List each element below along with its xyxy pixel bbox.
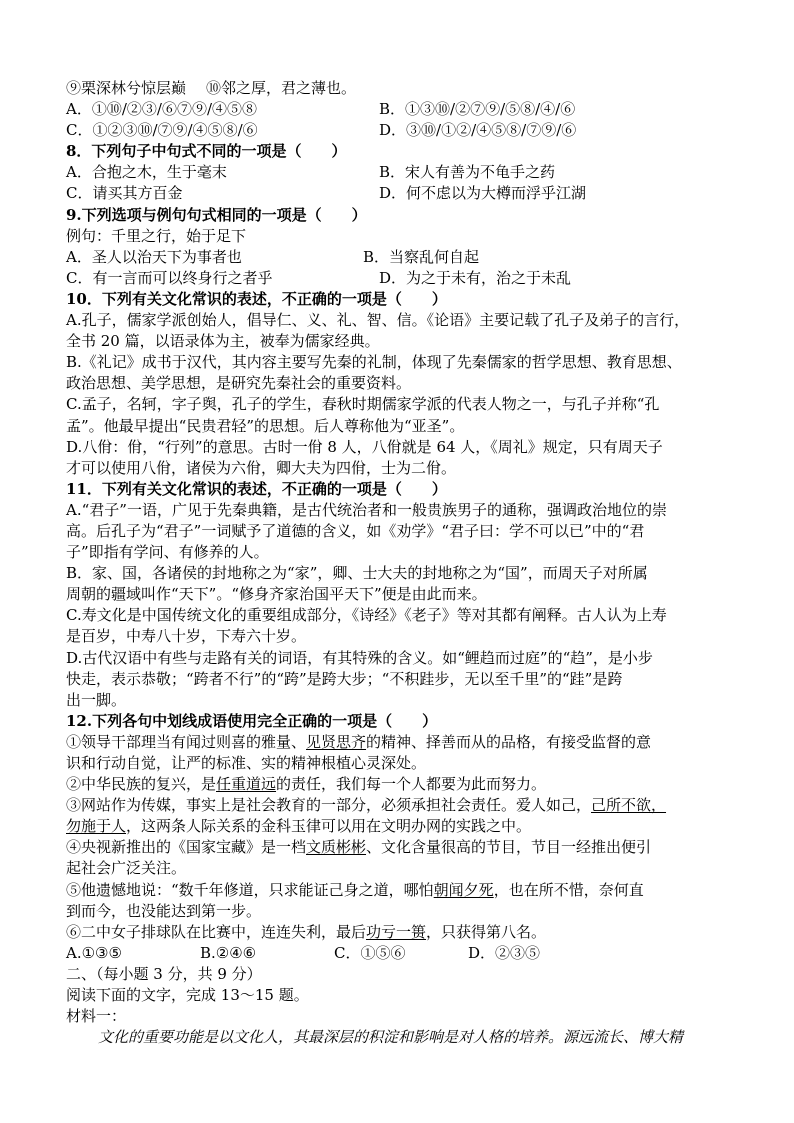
- q8-option-c[interactable]: C．请买其方百金: [66, 184, 183, 203]
- q12-text: ，也在所不惜，奈何直: [493, 880, 644, 899]
- q12-sentence-3-cont: [66, 816, 734, 837]
- q11-line: 快走，表示恭敬；“跨者不行”的“跨”是跨大步；“不积跬步，无以至千里”的“跬”是跨: [66, 669, 623, 688]
- q12-text: ⑤他遗憾地说：“数千年修道，只求能证己身之道，哪怕: [66, 880, 434, 899]
- q12-sentence-1: [66, 732, 734, 753]
- q11-line: 周朝的疆域叫作“天下”。“修身齐家治国平天下”便是由此而来。: [66, 585, 487, 604]
- q12-idiom: 文质彬彬: [306, 838, 367, 857]
- q10-line: 孟”。他最早提出“民贵君轻”的思想。后人尊称他为“亚圣”。: [66, 416, 465, 435]
- q12-idiom: 勿施于人: [66, 817, 127, 836]
- q12-text: ①领导干部理当有闻过则喜的雅量、: [66, 732, 307, 751]
- q12-text: ⑥二中女子排球队在比赛中，连连失利，最后: [66, 922, 367, 941]
- q12-text: 的精神、择善而从的品格，有接受监督的意: [366, 732, 652, 751]
- q11-line: 高。后孔子为“君子”一词赋予了道德的含义，如《劝学》“君子曰：学不可以已”中的“君: [66, 521, 645, 540]
- q12-idiom: 任重道远: [216, 775, 277, 794]
- q7-item-10: ⑩邻之厚，君之薄也。: [206, 79, 357, 97]
- q11-line: 出一脚。: [66, 690, 127, 709]
- q12-option-b[interactable]: B.②④⑥: [200, 943, 257, 962]
- q12-option-c[interactable]: C．①⑤⑥: [334, 943, 406, 962]
- q12-idiom: 功亏一篑: [366, 922, 427, 941]
- q8-option-d[interactable]: D．何不虑以为大樽而浮乎江湖: [379, 184, 587, 203]
- q10-line: 政治思想、美学思想，是研究先秦社会的重要资料。: [66, 374, 412, 393]
- q11-line: D.古代汉语中有些与走路有关的词语，有其特殊的含义。如“鲤趋而过庭”的“趋”，是小步: [66, 648, 653, 667]
- q12-option-d[interactable]: D．②③⑤: [468, 943, 541, 962]
- q7-continuation: [66, 78, 734, 99]
- q8-option-b[interactable]: B．宋人有善为不龟手之药: [379, 163, 556, 182]
- q10-stem: 10．下列有关文化常识的表述，不正确的一项是（ ）: [66, 289, 447, 308]
- q9-options-row2: [66, 268, 734, 289]
- q7-options-row1: [66, 99, 734, 120]
- material-paragraph: 文化的重要功能是以文化人，其最深层的积淀和影响是对人格的培养。源远流长、博大精: [98, 1028, 684, 1047]
- q12-sentence-5: [66, 880, 734, 901]
- q10-line: 全书 20 篇，以语录体为主，被奉为儒家经典。: [66, 332, 380, 351]
- q7-item-9: ⑨栗深林兮惊层巅: [66, 79, 187, 97]
- q9-stem: 9.下列选项与例句句式相同的一项是（ ）: [66, 205, 367, 224]
- q12-idiom: 朝闻夕死: [433, 880, 494, 899]
- q8-options-row1: [66, 162, 734, 183]
- exam-page: [66, 78, 734, 1048]
- q10-line: C.孟子，名轲，字子舆，孔子的学生，春秋时期儒家学派的代表人物之一，与孔子并称“孔: [66, 395, 660, 414]
- q11-line: C.寿文化是中国传统文化的重要组成部分，《诗经》《老子》等对其都有阐释。古人认为上寿: [66, 606, 667, 625]
- q11-line: A.“君子”一语，广见于先秦典籍，是古代统治者和一般贵族男子的通称，强调政治地位的崇: [66, 500, 667, 519]
- q7-options-row2: [66, 120, 734, 141]
- q12-text: ，只获得第八名。: [426, 922, 547, 941]
- q11-line: B．家、国，各诸侯的封地称之为“家”，卿、士大夫的封地称之为“国”，而周天子对所属: [66, 564, 648, 583]
- q7-option-a[interactable]: A．①⑩/②③/⑥⑦⑨/④⑤⑧: [66, 100, 257, 119]
- q7-option-d[interactable]: D．③⑩/①②/④⑤⑧/⑦⑨/⑥: [379, 121, 577, 140]
- q9-option-d[interactable]: D．为之于未有，治之于未乱: [379, 268, 572, 287]
- q12-text: ④央视新推出的《国家宝藏》是一档: [66, 838, 307, 857]
- q12-sentence-1-cont: 识和行动自觉，让严的标准、实的精神根植心灵深处。: [66, 754, 427, 772]
- q12-sentence-5-cont: 到而今，也没能达到第一步。: [66, 901, 262, 920]
- material-label: 材料一：: [66, 1007, 127, 1026]
- q9-option-b[interactable]: B．当察乱何自起: [363, 247, 480, 266]
- q12-text: 的责任，我们每一个人都要为此而努力。: [276, 775, 547, 794]
- q12-option-a[interactable]: A.①③⑤: [66, 943, 122, 962]
- q11-stem: 11．下列有关文化常识的表述，不正确的一项是（ ）: [66, 479, 447, 498]
- q12-options: [66, 943, 734, 964]
- q12-text: ，这两条人际关系的金科玉律可以用在文明办网的实践之中。: [126, 817, 532, 836]
- q11-line: 是百岁，中寿八十岁，下寿六十岁。: [66, 627, 307, 646]
- q7-option-c[interactable]: C．①②③⑩/⑦⑨/④⑤⑧/⑥: [66, 121, 258, 140]
- q12-idiom: 见贤思齐: [306, 732, 367, 751]
- q9-option-a[interactable]: A．圣人以治天下为事者也: [66, 247, 242, 266]
- q12-text: ②中华民族的复兴，是: [66, 775, 217, 794]
- q12-text: ③网站作为传媒，事实上是社会教育的一部分，必须承担社会责任。爱人如己，: [66, 796, 592, 815]
- q12-sentence-4-cont: 起社会广泛关注。: [66, 859, 187, 878]
- q8-options-row2: [66, 183, 734, 204]
- q12-text: 、文化含量很高的节目，节目一经推出便引: [366, 838, 652, 857]
- q10-line: A.孔子，儒家学派创始人，倡导仁、义、礼、智、信。《论语》主要记载了孔子及弟子的言行，: [66, 311, 690, 330]
- q10-line: D.八佾：佾，“行列”的意思。古时一佾 8 人，八佾就是 64 人，《周礼》规定，只有周天子: [66, 437, 663, 456]
- q12-sentence-4: [66, 837, 734, 858]
- q10-line: 才可以使用八佾，诸侯为六佾，卿大夫为四佾，士为二佾。: [66, 458, 457, 477]
- q8-stem: 8．下列句子中句式不同的一项是（ ）: [66, 142, 347, 161]
- q12-idiom: 己所不欲，: [591, 796, 667, 815]
- q12-stem: 12.下列各句中划线成语使用完全正确的一项是（ ）: [66, 711, 438, 730]
- q10-line: B.《礼记》成书于汉代，其内容主要写先秦的礼制，体现了先秦儒家的哲学思想、教育思想、: [66, 353, 682, 372]
- q9-example: 例句：千里之行，始于足下: [66, 226, 247, 245]
- q9-option-c[interactable]: C．有一言而可以终身行之者乎: [66, 268, 273, 287]
- q8-option-a[interactable]: A．合抱之木，生于毫末: [66, 163, 227, 182]
- q11-line: 子”即指有学问、有修养的人。: [66, 543, 269, 562]
- q7-option-b[interactable]: B．①③⑩/②⑦⑨/⑤⑧/④/⑥: [379, 100, 576, 119]
- section-heading: 二、（每小题 3 分，共 9 分）: [66, 964, 262, 983]
- q12-sentence-2: [66, 774, 734, 795]
- reading-instruction: 阅读下面的文字，完成 13～15 题。: [66, 986, 309, 1005]
- q9-options-row1: [66, 247, 734, 268]
- q12-sentence-3: [66, 795, 734, 816]
- q12-sentence-6: [66, 922, 734, 943]
